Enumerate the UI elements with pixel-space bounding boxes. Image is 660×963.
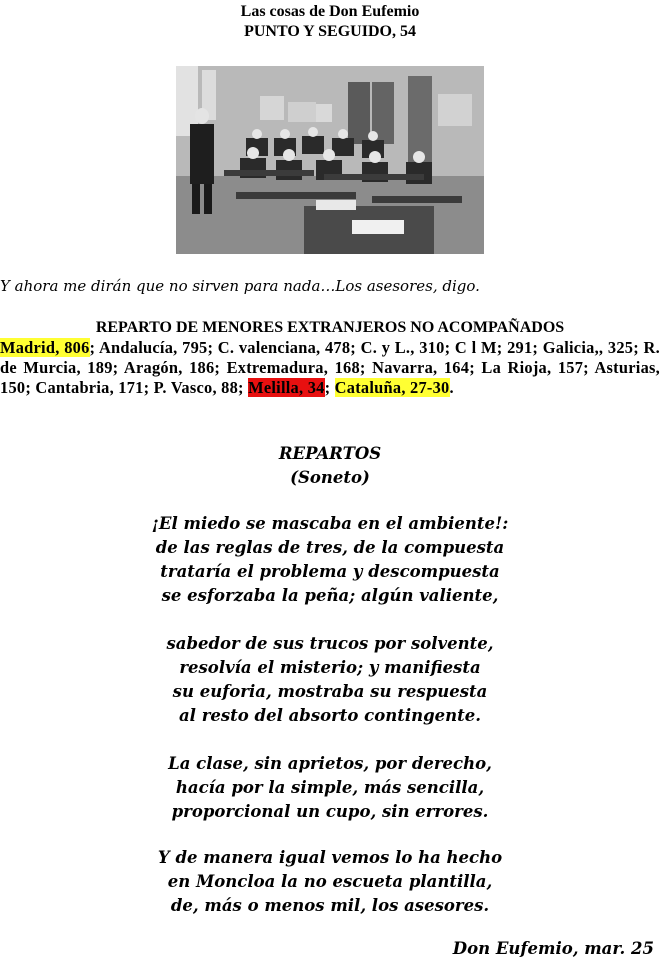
- poem-line: su euforia, mostraba su respuesta: [172, 682, 488, 701]
- header-subtitle: PUNTO Y SEGUIDO, 54: [244, 23, 416, 40]
- poem-line: proporcional un cupo, sin errores.: [171, 802, 489, 821]
- poem-stanza-3: [0, 752, 660, 824]
- poem-line: sabedor de sus trucos por solvente,: [166, 634, 494, 653]
- poem-line: Y de manera igual vemos lo ha hecho: [157, 848, 503, 867]
- poem-stanza-1: [0, 512, 660, 608]
- poem-subtitle: (Soneto): [290, 468, 370, 487]
- poem-line: resolvía el misterio; y manifiesta: [179, 658, 481, 677]
- poem-line: en Moncloa la no escueta plantilla,: [167, 872, 493, 891]
- reparto-end: .: [449, 378, 454, 397]
- poem-stanza-4: [0, 846, 660, 918]
- classroom-photo-icon: [176, 66, 484, 254]
- poem-line: La clase, sin aprietos, por derecho,: [168, 754, 492, 773]
- poem-line: hacía por la simple, más sencilla,: [175, 778, 485, 797]
- melilla-highlight: Melilla, 34: [248, 378, 325, 397]
- reparto-title: REPARTO DE MENORES EXTRANJEROS NO ACOMPAÑADOS: [95, 319, 565, 336]
- poem-line: de, más o menos mil, los asesores.: [170, 896, 490, 915]
- classroom-photo: [176, 66, 484, 254]
- poem-stanza-2: [0, 632, 660, 728]
- cataluna-highlight: Cataluña, 27-30: [334, 378, 450, 397]
- poem-title: REPARTOS: [278, 444, 382, 463]
- reparto-separator: ;: [324, 378, 335, 397]
- poem-line: ¡El miedo se mascaba en el ambiente!:: [151, 514, 509, 533]
- poem-line: trataría el problema y descompuesta: [160, 562, 500, 581]
- poem-line: al resto del absorto contingente.: [178, 706, 482, 725]
- header-title: Las cosas de Don Eufemio: [240, 3, 420, 20]
- reparto-list: [0, 338, 660, 398]
- poem-line: se esforzaba la peña; algún valiente,: [161, 586, 499, 605]
- madrid-highlight: Madrid, 806: [0, 338, 90, 357]
- signature: Don Eufemio, mar. 25: [452, 939, 654, 958]
- reparto-regions: ; Andalucía, 795; C. valenciana, 478; C. y L., 310; C l M; 291; Galicia,, 325; R. de Murcia, 189; Aragón, 186; Extremadura, 168; Navarra, 164; La Rioja, 157; Asturias, 150; Cantabria, 171; P. Vasco, 88;: [0, 338, 660, 397]
- photo-caption: Y ahora me dirán que no sirven para nada…Los asesores, digo.: [0, 277, 480, 295]
- poem-line: de las reglas de tres, de la compuesta: [155, 538, 505, 557]
